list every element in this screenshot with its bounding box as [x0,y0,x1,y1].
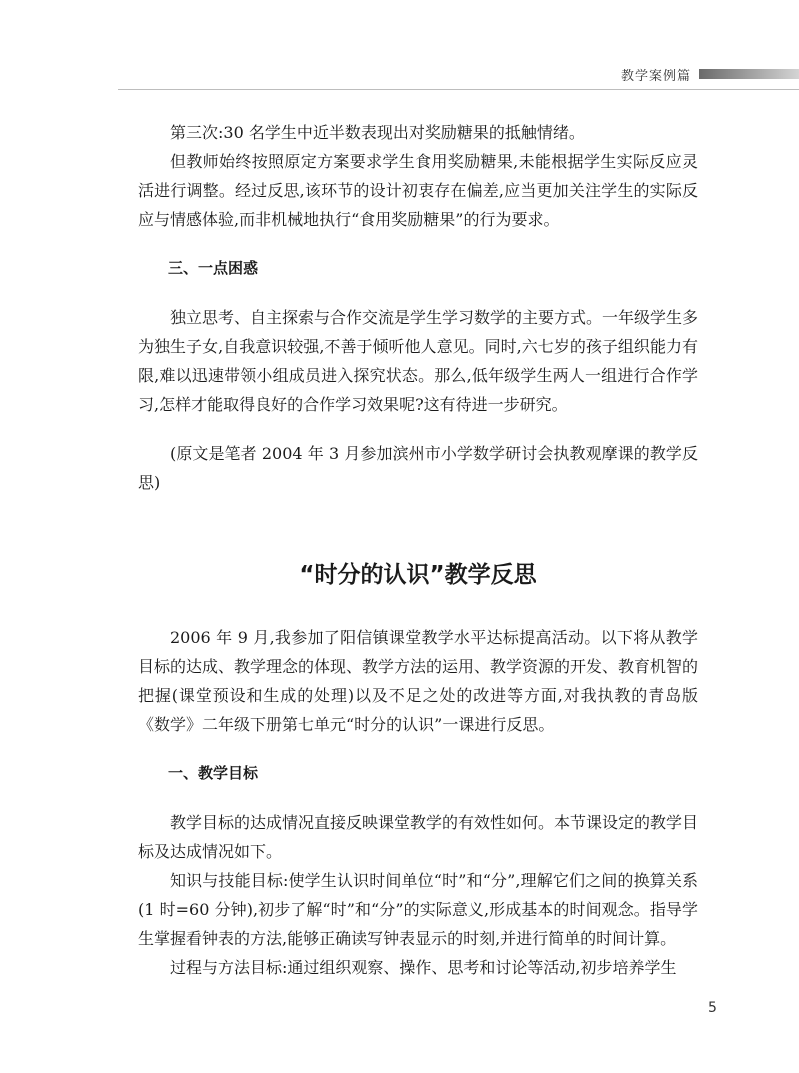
spacer [138,419,698,439]
article-title: “时分的认识”教学反思 [299,562,537,588]
header-title: 教学案例篇 [620,68,691,84]
spacer [138,739,698,759]
page-number: 5 [708,1000,717,1016]
source-note: (原文是笔者 2004 年 3 月参加滨州市小学数学研讨会执教观摩课的教学反思) [138,444,698,492]
spacer [138,595,698,623]
paragraph: 第三次:30 名学生中近半数表现出对奖励糖果的抵触情绪。 [170,123,585,142]
section-heading: 三、一点困惑 [168,259,259,277]
paragraph: 独立思考、自主探索与合作交流是学生学习数学的主要方式。一年级学生多为独生子女,自我意识较强,不善于倾听他人意见。同时,六七岁的孩子组织能力有限,难以迅速带领小组成员进入探究状态。那么,低年级学生两人一组进行合作学习,怎样才能取得良好的合作学习效果呢?这有待进一步研究。 [138,308,699,414]
paragraph: 但教师始终按照原定方案要求学生食用奖励糖果,未能根据学生实际反应灵活进行调整。经过反思,该环节的设计初衷存在偏差,应当更加关注学生的实际反应与情感体验,而非机械地执行“食用奖励糖果”的行为要求。 [138,152,698,229]
spacer [138,234,698,254]
running-header [621,64,799,84]
spacer [138,283,698,303]
header-gradient-bar [699,69,799,79]
spacer [138,497,698,555]
paragraph: 过程与方法目标:通过组织观察、操作、思考和讨论等活动,初步培养学生 [170,958,677,977]
paragraph: 2006 年 9 月,我参加了阳信镇课堂教学水平达标提高活动。以下将从教学目标的达成、教学理念的体现、教学方法的运用、教学资源的开发、教育机智的把握(课堂预设和生成的处理)以及不足之处的改进等方面,对我执教的青岛版《数学》二年级下册第七单元“时分的认识”一课进行反思。 [138,628,699,734]
page-content [138,118,698,982]
paragraph: 教学目标的达成情况直接反映课堂教学的有效性如何。本节课设定的教学目标及达成情况如下。 [138,813,699,861]
header-rule [118,89,799,90]
paragraph: 知识与技能目标:使学生认识时间单位“时”和“分”,理解它们之间的换算关系(1 时=60 分钟),初步了解“时”和“分”的实际意义,形成基本的时间观念。指导学生掌握看钟表的方法,能够正确读写钟表显示的时刻,并进行简单的时间计算。 [138,871,698,948]
spacer [138,788,698,808]
section-heading: 一、教学目标 [168,764,259,782]
